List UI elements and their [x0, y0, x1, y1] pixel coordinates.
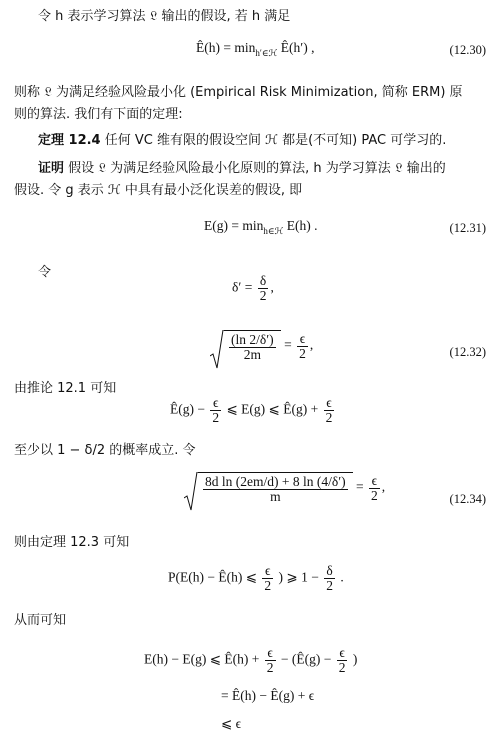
eg-lhs: E(g) = min — [204, 218, 264, 233]
equation-final-1 — [144, 646, 357, 675]
equation-final-3: ⩽ ϵ — [221, 716, 242, 731]
sqrt1-frac — [229, 333, 276, 362]
eps-frac-3 — [324, 396, 335, 425]
prob-middle: ) ⩾ 1 − — [278, 569, 319, 585]
eps-frac-1 — [297, 332, 308, 361]
text-line-2: 则称 𝔏 为满足经验风险最小化 (Empirical Risk Minimization, 简称 ERM) 原 — [14, 85, 463, 100]
sqrt1-num: (ln 2/δ′) — [231, 332, 274, 347]
equation-number-12-30: (12.30) — [449, 43, 486, 57]
equation-probability — [168, 564, 344, 593]
eps-num: ϵ — [265, 646, 276, 661]
delta-lhs: δ′ = — [232, 279, 253, 295]
delta-num: δ — [258, 274, 269, 289]
proof-line — [38, 160, 446, 178]
sqrt2-frac — [203, 475, 348, 504]
eg-rhs: E(h) . — [286, 218, 318, 233]
text-line-1: 令 h 表示学习算法 𝔏 输出的假设, 若 h 满足 — [38, 9, 291, 24]
sqrt1-den: 2m — [243, 347, 261, 362]
equation-final-2: = Ê(h) − Ê(g) + ϵ — [221, 688, 315, 703]
erm-sub: h′∈ℋ — [255, 48, 278, 58]
text-line-7: 由推论 12.1 可知 — [14, 381, 117, 396]
proof-text: 假设 𝔏 为满足经验风险最小化原则的算法, h 为学习算法 𝔏 输出的 — [68, 161, 446, 176]
theorem-12-4 — [38, 132, 446, 150]
radical-sign-icon — [210, 330, 224, 370]
equation-number-12-34: (12.34) — [449, 492, 486, 506]
sqrt-1 — [210, 330, 281, 362]
eps-frac-2 — [210, 396, 221, 425]
sqrt2-den: m — [270, 489, 281, 504]
prob-left: P(E(h) − Ê(h) ⩽ — [168, 569, 258, 585]
prob-end: . — [340, 569, 344, 585]
eps-den: 2 — [299, 345, 306, 361]
eps-den: 2 — [338, 660, 346, 675]
sqrt-2 — [184, 472, 353, 504]
eps-num: ϵ — [210, 396, 221, 411]
delta-frac — [258, 274, 269, 303]
equation-number-12-32: (12.32) — [449, 345, 486, 359]
ineq1-left: Ê(g) − — [170, 401, 205, 417]
eps-num: ϵ — [262, 564, 273, 579]
ineq1-middle: ⩽ E(g) ⩽ Ê(g) + — [226, 401, 319, 417]
theorem-text: 任何 VC 维有限的假设空间 ℋ 都是(不可知) PAC 可学习的. — [104, 133, 447, 148]
erm-lhs: Ê(h) = min — [196, 40, 256, 55]
proof-label: 证明 — [38, 161, 65, 176]
delta-den: 2 — [326, 578, 333, 593]
eps-num: ϵ — [324, 396, 335, 411]
text-line-10: 从而可知 — [14, 613, 67, 628]
eps-den: 2 — [371, 487, 378, 503]
delta-den: 2 — [259, 288, 267, 303]
eps-frac-7 — [337, 646, 348, 675]
radical-sign-icon — [184, 472, 198, 512]
theorem-label: 定理 12.4 — [38, 133, 101, 148]
equation-sqrt-2: $\frac{\text{8d ln (2em/d) + 8 ln (4/δ′)}}{m}$ = $\frac{\epsilon}{2}$ , — [184, 472, 385, 504]
equation-number-12-31: (12.31) — [449, 221, 486, 235]
equation-eg — [204, 218, 318, 237]
equation-ineq-1 — [170, 396, 336, 425]
delta-frac-2 — [324, 564, 335, 593]
eps-den: 2 — [325, 410, 333, 425]
final1-left: E(h) − E(g) ⩽ Ê(h) + — [144, 651, 260, 667]
equation-sqrt-1: $\frac{(\ln 2/\delta')}{2m}$ = $\frac{\epsilon}{2}$ , — [210, 330, 313, 362]
erm-rhs: Ê(h′) , — [280, 40, 315, 55]
text-line-5: 假设. 令 g 表示 ℋ 中具有最小泛化误差的假设, 即 — [14, 183, 303, 198]
eps-den: 2 — [212, 410, 220, 425]
text-line-3: 则的算法. 我们有下面的定理: — [14, 107, 183, 122]
eps-num: ϵ — [337, 646, 348, 661]
delta-num: δ — [324, 564, 335, 579]
equation-delta-prime: δ′ = $\frac{\delta}{2}$ , — [232, 273, 274, 303]
eps-den: 2 — [264, 578, 272, 593]
eps-frac-6 — [265, 646, 276, 675]
text-line-6: 令 — [38, 265, 52, 280]
sqrt2-num: 8d ln (2em/d) + 8 ln (4/δ′) — [205, 474, 346, 489]
final1-middle: − (Ê(g) − — [280, 651, 332, 667]
eps-frac-5 — [262, 564, 273, 593]
eps-frac-4 — [369, 474, 380, 503]
eps-num: ϵ — [369, 474, 380, 489]
eg-sub: h∈ℋ — [263, 226, 284, 236]
text-line-9: 则由定理 12.3 可知 — [14, 535, 130, 550]
final1-right: ) — [352, 651, 358, 667]
eps-num: ϵ — [297, 332, 308, 347]
equation-erm — [196, 40, 314, 59]
eps-den: 2 — [266, 660, 274, 675]
text-line-8: 至少以 1 − δ/2 的概率成立. 令 — [14, 443, 196, 458]
